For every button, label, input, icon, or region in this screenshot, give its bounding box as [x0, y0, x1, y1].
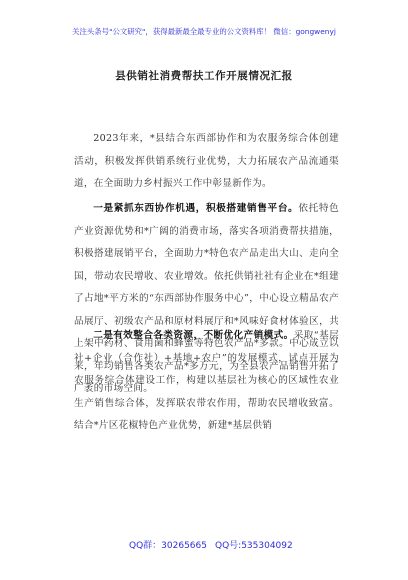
section-1-heading: 一是紧抓东西协作机遇，积极搭建销售平台。: [93, 203, 299, 214]
section-2-heading: 二是有效整合各类资源，不断优化产销模式。: [93, 330, 294, 341]
document-title: 县供销社消费帮扶工作开展情况汇报: [115, 70, 293, 82]
paragraph-section-2: [74, 325, 339, 438]
footer-qq-number: QQ号:535304092: [215, 541, 293, 551]
paragraph-intro: [74, 128, 339, 196]
paragraph-body: 采取“基层社+企业（合作社）+基地+农户”的发展模式，试点开展为农服务综合体建设工作，构建以基层社为核心的区域性农业生产销售综合体，发挥联农带农作用，帮助农民增收致富。结合*片区花椒特色产业优势，新建*基层供销: [74, 330, 340, 431]
paragraph-body: 2023年来，*县结合东西部协作和为农服务综合体创建活动，积极发挥供销系统行业优势，大力拓展农产品流通渠道，在全面助力乡村振兴工作中彰显新作为。: [74, 133, 339, 189]
top-banner: 关注头条号"公文研究"，获得最新最全最专业的公文资料库！ 微信：gongwenyj: [72, 27, 336, 36]
footer-qq-group: QQ群：30265665: [129, 541, 207, 551]
paragraph-body: 依托特色产业资源优势和*广阔的消费市场，落实各项消费帮扶措施，积极搭建展销平台，全面助力*特色农产品走出大山、走向全国，带动农民增收、农业增效。依托供销社社有企业在*组建了占地*平方米的“东西部协作服务中心”，中心设立精品农产品展厅、初级农产品和原材料展厅和*风味好食材体验区，共上架中药材、食用菌和蜂蜜等特色农产品*多款。中心成立以来，年均销售各类农产品*多万元，为全县农产品销售开拓了广袤的市场空间。: [74, 203, 340, 394]
